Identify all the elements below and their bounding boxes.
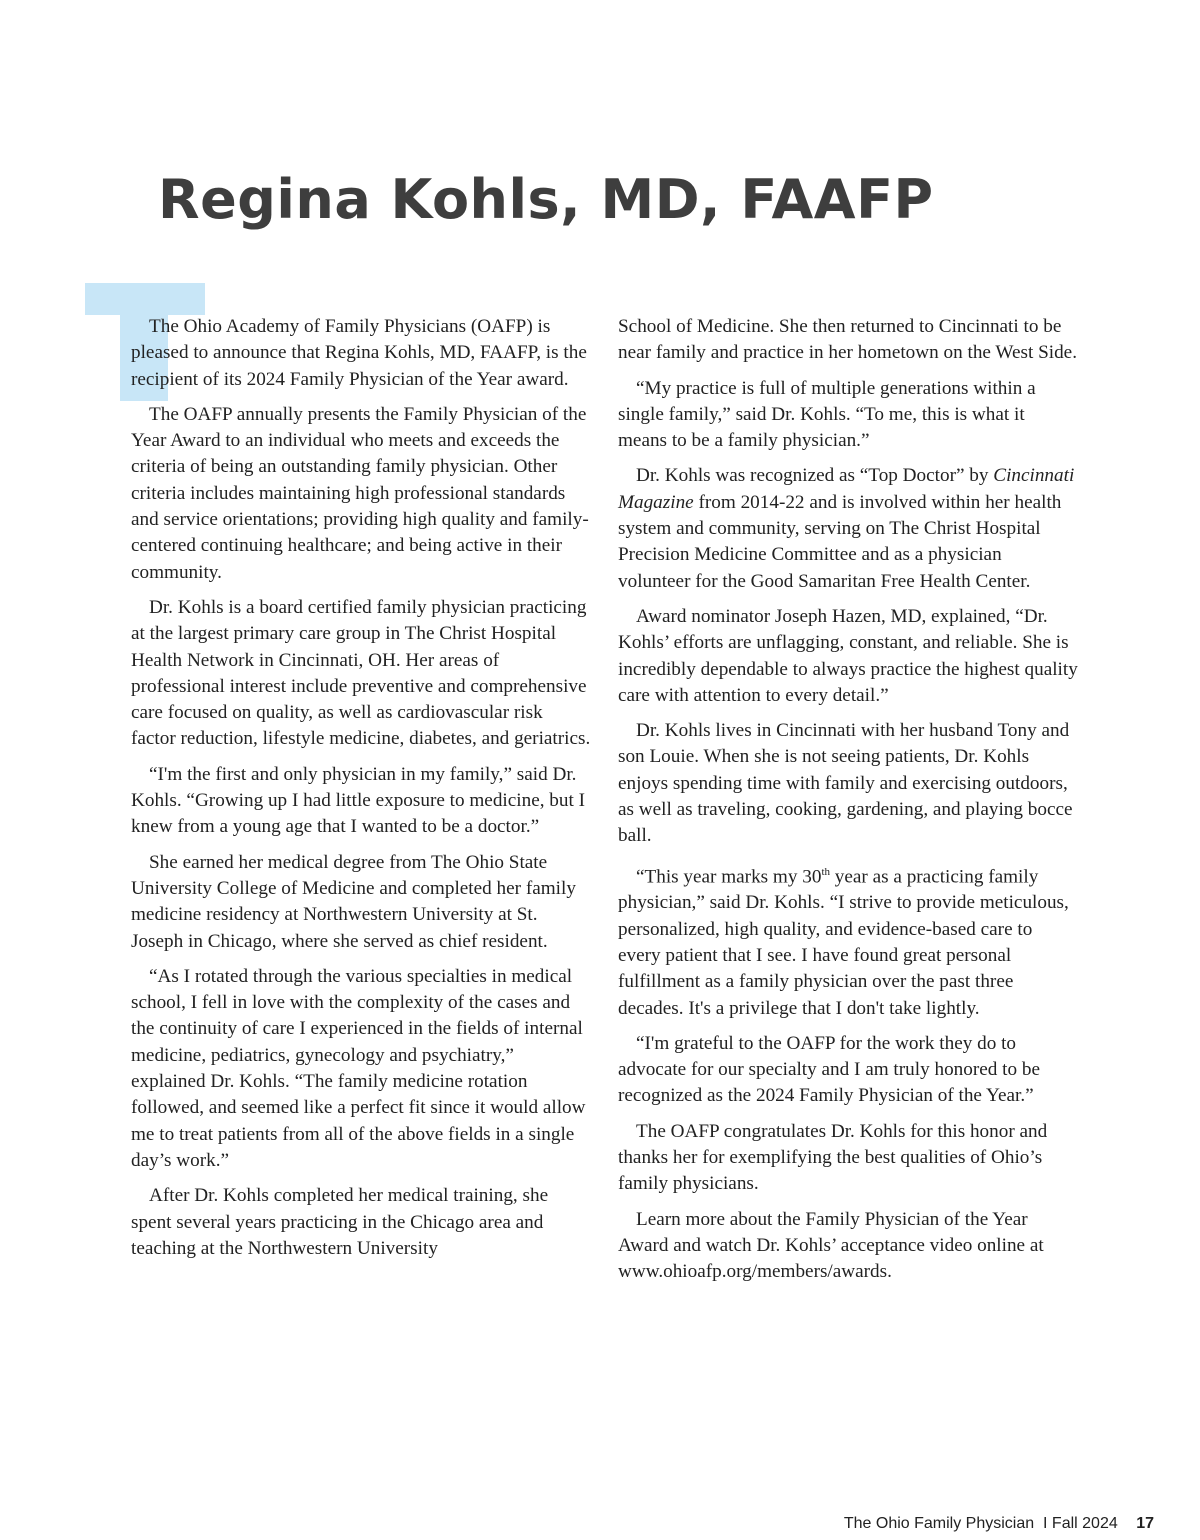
article-title: Regina Kohls, MD, FAAFP bbox=[158, 168, 934, 231]
paragraph-continuation: School of Medicine. She then returned to Cincinnati to be near family and practice in her hometown on the West Side. bbox=[618, 316, 1077, 364]
paragraph: “I'm grateful to the OAFP for the work they do to advocate for our specialty and I am truly honored to be recognized as the 2024 Family Physician of the Year.” bbox=[618, 1032, 1040, 1107]
ordinal-suffix: th bbox=[821, 865, 830, 878]
paragraph: The OAFP congratulates Dr. Kohls for this honor and thanks her for exemplifying the best qualities of Ohio’s family physicians. bbox=[618, 1120, 1048, 1195]
paragraph-intro: The Ohio Academy of Family Physicians (OAFP) is pleased to announce that Regina Kohls, MD, FAAFP, is the recipient of its 2024 Family Physician of the Year award. bbox=[131, 316, 587, 390]
paragraph: Award nominator Joseph Hazen, MD, explained, “Dr. Kohls’ efforts are unflagging, constant, and reliable. She is incredibly dependable to always practice the highest quality care with attention to every detail.” bbox=[618, 605, 1078, 706]
publication-info: The Ohio Family Physician I Fall 2024 bbox=[843, 1515, 1118, 1532]
paragraph: She earned her medical degree from The Ohio State University College of Medicine and completed her family medicine residency at Northwestern University at St. Joseph in Chicago, where she served as chief resident. bbox=[131, 851, 576, 952]
paragraph bbox=[618, 859, 1078, 1022]
left-column bbox=[131, 314, 591, 1271]
page-footer bbox=[844, 1515, 1154, 1533]
paragraph: “My practice is full of multiple generations within a single family,” said Dr. Kohls. “To me, this is what it means to be a family physician.” bbox=[618, 377, 1036, 452]
magazine-name: Cincinnati Magazine bbox=[618, 465, 1075, 513]
text-run: “This year marks my 30 bbox=[636, 866, 822, 888]
paragraph bbox=[618, 463, 1078, 594]
right-column bbox=[618, 314, 1078, 1294]
paragraph: Learn more about the Family Physician of the Year Award and watch Dr. Kohls’ acceptance video online at www.ohioafp.org/members/awards. bbox=[618, 1208, 1044, 1283]
drop-cap-bar bbox=[85, 283, 205, 315]
text-run: year as a practicing family physician,” said Dr. Kohls. “I strive to provide meticulous, personalized, high quality, and evidence-based care to every patient that I see. I have found great personal fulfillment as a family physician over the past three decades. It's a privilege that I don't take lightly. bbox=[618, 866, 1069, 1019]
page-number: 17 bbox=[1136, 1515, 1154, 1532]
paragraph: Dr. Kohls lives in Cincinnati with her husband Tony and son Louie. When she is not seeing patients, Dr. Kohls enjoys spending time with family and exercising outdoors, as well as traveling, cooking, gardening, and playing bocce ball. bbox=[618, 720, 1073, 847]
paragraph: After Dr. Kohls completed her medical training, she spent several years practicing in the Chicago area and teaching at the Northwestern University bbox=[131, 1185, 549, 1259]
paragraph: The OAFP annually presents the Family Physician of the Year Award to an individual who meets and exceeds the criteria of being an outstanding family physician. Other criteria includes maintaining high professional standards and service orientations; providing high quality and family-centered continuing healthcare; and being active in their community. bbox=[131, 403, 589, 583]
text-run: from 2014-22 and is involved within her health system and community, serving on The Christ Hospital Precision Medicine Committee and as a physician volunteer for the Good Samaritan Free Health Center. bbox=[618, 491, 1062, 592]
paragraph: “I'm the first and only physician in my family,” said Dr. Kohls. “Growing up I had little exposure to medicine, but I knew from a young age that I wanted to be a doctor.” bbox=[131, 763, 586, 838]
text-run: Dr. Kohls was recognized as “Top Doctor” by bbox=[636, 465, 994, 487]
paragraph: “As I rotated through the various specialties in medical school, I fell in love with the complexity of the cases and the continuity of care I experienced in the fields of internal medicine, pediatrics, gynecology and psychiatry,” explained Dr. Kohls. “The family medicine rotation followed, and seemed like a perfect fit since it would allow me to treat patients from all of the above fields in a single day’s work.” bbox=[131, 965, 586, 1171]
paragraph: Dr. Kohls is a board certified family physician practicing at the largest primary care group in The Christ Hospital Health Network in Cincinnati, OH. Her areas of professional interest include preventive and comprehensive care focused on quality, as well as cardiovascular risk factor reduction, lifestyle medicine, diabetes, and geriatrics. bbox=[131, 596, 591, 750]
